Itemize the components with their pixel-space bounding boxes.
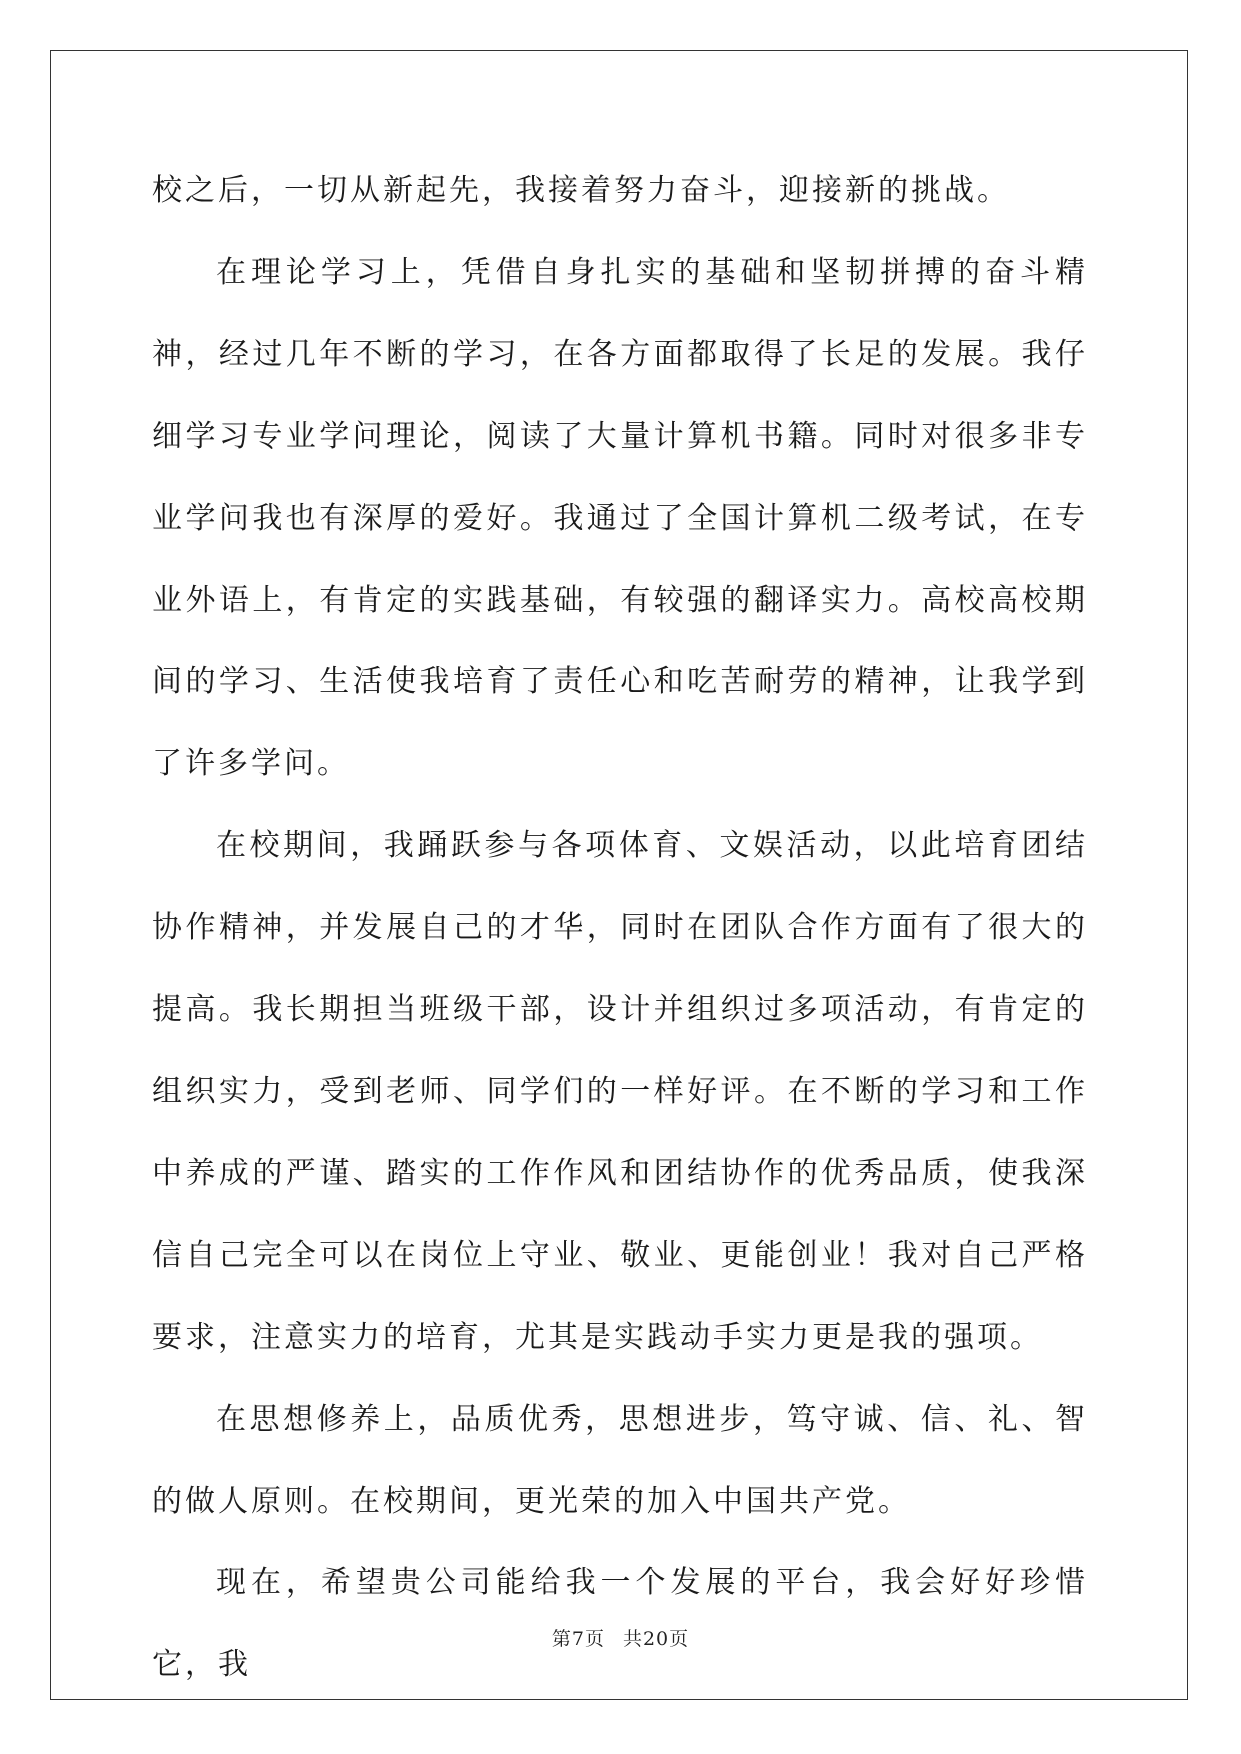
paragraph-closing: 现在，希望贵公司能给我一个发展的平台，我会好好珍惜它，我: [152, 1565, 1088, 1683]
document-body: [152, 150, 1088, 1706]
paragraph-campus-activities: 在校期间，我踊跃参与各项体育、文娱活动，以此培育团结协作精神，并发展自己的才华，同时在团队合作方面有了很大的提高。我长期担当班级干部，设计并组织过多项活动，有肯定的组织实力，受到老师、同学们的一样好评。在不断的学习和工作中养成的严谨、踏实的工作作风和团结协作的优秀品质，使我深信自己完全可以在岗位上守业、敬业、更能创业！我对自己严格要求，注意实力的培育，尤其是实践动手实力更是我的强项。: [152, 828, 1088, 1355]
paragraph-continuation: 校之后，一切从新起先，我接着努力奋斗，迎接新的挑战。: [152, 173, 1010, 208]
page-footer: [0, 1624, 1241, 1651]
total-pages: 共20页: [622, 1628, 690, 1650]
paragraph-ideology: 在思想修养上，品质优秀，思想进步，笃守诚、信、礼、智的做人原则。在校期间，更光荣的加入中国共产党。: [152, 1401, 1088, 1519]
page-number: 第7页: [551, 1628, 605, 1650]
paragraph-theory-study: 在理论学习上，凭借自身扎实的基础和坚韧拼搏的奋斗精神，经过几年不断的学习，在各方面都取得了长足的发展。我仔细学习专业学问理论，阅读了大量计算机书籍。同时对很多非专业学问我也有深厚的爱好。我通过了全国计算机二级考试，在专业外语上，有肯定的实践基础，有较强的翻译实力。高校高校期间的学习、生活使我培育了责任心和吃苦耐劳的精神，让我学到了许多学问。: [152, 254, 1088, 782]
